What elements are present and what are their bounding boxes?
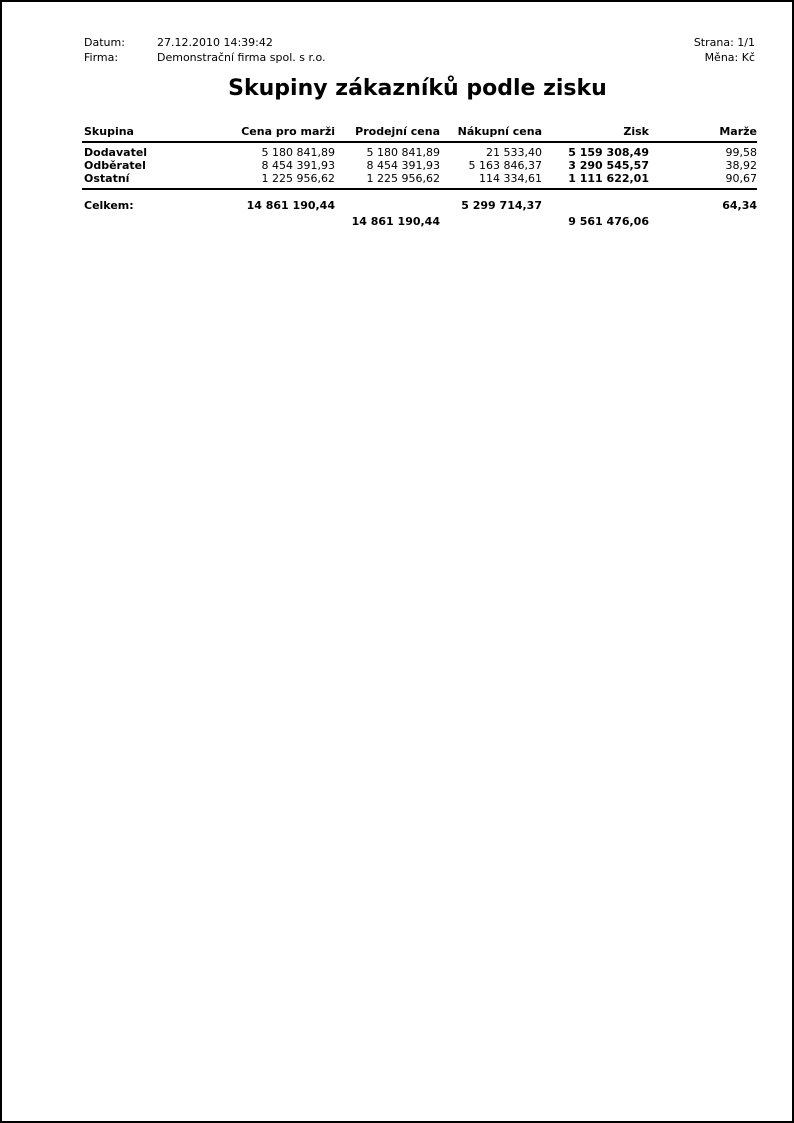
totals-label: Celkem: (84, 199, 134, 212)
company-label: Firma: (84, 51, 119, 64)
totals-cell (82, 212, 192, 228)
column-header-marze: Marže (649, 125, 757, 142)
date-value: 27.12.2010 14:39:42 (157, 36, 273, 49)
meta-right-block (694, 35, 755, 65)
column-header-prodejni-cena: Prodejní cena (335, 125, 440, 142)
column-header-zisk: Zisk (542, 125, 649, 142)
table-cell: 114 334,61 (440, 172, 542, 189)
table-cell-group: Ostatní (82, 172, 192, 189)
table-cell: 5 180 841,89 (366, 146, 440, 159)
table-cell-zisk: 1 111 622,01 (542, 172, 649, 189)
totals-row-2 (82, 212, 757, 228)
table-cell-group: Dodavatel (84, 146, 148, 159)
totals-cell (192, 212, 335, 228)
column-header-cena-pro-marzi: Cena pro marži (192, 125, 335, 142)
table-row (82, 159, 757, 172)
page-info: Strana: 1/1 (693, 36, 755, 49)
meta-company-row (84, 50, 326, 65)
column-header-skupina: Skupina (82, 125, 192, 142)
table-cell: 1 225 956,62 (192, 172, 335, 189)
table-cell-zisk: 5 159 308,49 (568, 146, 649, 159)
table-row (82, 142, 757, 159)
table-cell: 5 163 846,37 (468, 159, 542, 172)
table-cell: 5 180 841,89 (261, 146, 335, 159)
totals-cell (542, 189, 649, 212)
meta-left-block (84, 35, 326, 65)
report-meta (84, 35, 755, 65)
totals-cell: 14 861 190,44 (246, 199, 335, 212)
totals-cell (335, 189, 440, 212)
totals-cell: 9 561 476,06 (568, 215, 649, 228)
table-cell: 99,58 (725, 146, 757, 159)
totals-cell: 64,34 (722, 199, 757, 212)
totals-row-1 (82, 189, 757, 212)
date-label: Datum: (84, 36, 125, 49)
totals-cell: 5 299 714,37 (461, 199, 542, 212)
table-cell: 38,92 (725, 159, 757, 172)
table-cell: 1 225 956,62 (335, 172, 440, 189)
table-cell: 90,67 (649, 172, 757, 189)
totals-cell (649, 212, 757, 228)
currency-info: Měna: Kč (704, 51, 755, 64)
table-cell: 8 454 391,93 (366, 159, 440, 172)
meta-date-row (84, 35, 326, 50)
totals-cell: 14 861 190,44 (351, 215, 440, 228)
column-header-nakupni-cena: Nákupní cena (440, 125, 542, 142)
table-cell-group: Odběratel (84, 159, 146, 172)
company-value: Demonstrační firma spol. s r.o. (157, 51, 326, 64)
table-row (82, 172, 757, 189)
table-header-row (82, 125, 757, 142)
report-title: Skupiny zákazníků podle zisku (228, 76, 607, 101)
table-cell: 8 454 391,93 (261, 159, 335, 172)
totals-cell (440, 212, 542, 228)
table-cell-zisk: 3 290 545,57 (568, 159, 649, 172)
report-table (82, 125, 757, 228)
table-cell: 21 533,40 (486, 146, 542, 159)
